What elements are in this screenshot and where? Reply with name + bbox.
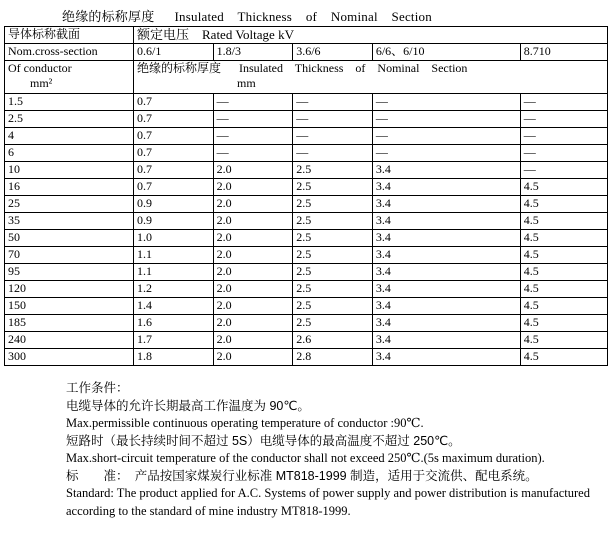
thickness-cell: 2.5 [293, 230, 373, 247]
thickness-cell: 0.7 [134, 128, 214, 145]
thickness-cell: — [372, 111, 520, 128]
table-row [5, 332, 608, 349]
thickness-cell: 1.2 [134, 281, 214, 298]
thickness-cell: 2.0 [213, 315, 293, 332]
thickness-cell: 0.7 [134, 179, 214, 196]
thickness-cell: 1.8 [134, 349, 214, 366]
thickness-cell: — [293, 94, 373, 111]
thickness-cell: 2.0 [213, 349, 293, 366]
insulation-thickness-table [4, 26, 608, 366]
thickness-cell: 0.9 [134, 196, 214, 213]
section-header-cn: 导体标称截面 [5, 27, 134, 44]
notes-heading: 工作条件： [66, 381, 129, 395]
thickness-cell: 3.4 [372, 332, 520, 349]
voltage-col-2: 1.8/3 [213, 44, 293, 61]
table-row [5, 281, 608, 298]
thickness-cell: 0.7 [134, 111, 214, 128]
thickness-cell: 0.7 [134, 162, 214, 179]
thickness-cell: 4.5 [520, 230, 607, 247]
section-cell: 25 [5, 196, 134, 213]
thickness-cell: 2.8 [293, 349, 373, 366]
thickness-cell: 3.4 [372, 162, 520, 179]
section-cell: 95 [5, 264, 134, 281]
thickness-cell: 3.4 [372, 196, 520, 213]
temp-note-en: Max.permissible continuous operating temperature of conductor :90℃. [66, 416, 424, 430]
thickness-cell: 3.4 [372, 298, 520, 315]
section-cell: 1.5 [5, 94, 134, 111]
section-cell: 185 [5, 315, 134, 332]
table-row [5, 179, 608, 196]
standard-note-cn: 标 准： 产品按国家煤炭行业标准 MT818-1999 制造，适用于交流供、配电系统。 [66, 468, 538, 483]
standard-note-en: Standard: The product applied for A.C. Systems of power supply and power distribution is manufactured according to the standard of mine industry MT818-1999. [66, 486, 590, 518]
thickness-cell: 4.5 [520, 213, 607, 230]
table-row [5, 247, 608, 264]
section-cell: 6 [5, 145, 134, 162]
section-cell: 4 [5, 128, 134, 145]
thickness-cell: 2.5 [293, 281, 373, 298]
thickness-cell: 2.0 [213, 179, 293, 196]
thickness-cell: 2.5 [293, 298, 373, 315]
thickness-cell: 1.0 [134, 230, 214, 247]
thickness-cell: 3.4 [372, 213, 520, 230]
short-circuit-note-en: Max.short-circuit temperature of the conductor shall not exceed 250℃.(5s maximum duration). [66, 451, 545, 465]
thickness-cell: 2.0 [213, 162, 293, 179]
working-conditions [66, 380, 606, 520]
table-row [5, 230, 608, 247]
thickness-cell: — [213, 128, 293, 145]
thickness-cell: 3.4 [372, 264, 520, 281]
section-cell: 70 [5, 247, 134, 264]
voltage-col-3: 3.6/6 [293, 44, 373, 61]
section-cell: 50 [5, 230, 134, 247]
thickness-cell: 2.5 [293, 264, 373, 281]
section-cell: 150 [5, 298, 134, 315]
thickness-cell: 2.5 [293, 196, 373, 213]
section-cell: 35 [5, 213, 134, 230]
header-row-voltage [5, 27, 608, 44]
thickness-cell: 3.4 [372, 179, 520, 196]
thickness-cell: 4.5 [520, 349, 607, 366]
thickness-cell: — [293, 111, 373, 128]
table-row [5, 315, 608, 332]
thickness-cell: — [520, 111, 607, 128]
short-circuit-note-cn: 短路时（最长持续时间不超过 5S）电缆导体的最高温度不超过 250℃。 [66, 433, 461, 448]
section-cell: 16 [5, 179, 134, 196]
page-title: 绝缘的标称厚度 Insulated Thickness of Nominal Section [62, 9, 432, 24]
thickness-cell: 2.5 [293, 179, 373, 196]
section-cell: 2.5 [5, 111, 134, 128]
thickness-cell: 4.5 [520, 179, 607, 196]
thickness-cell: 2.0 [213, 332, 293, 349]
thickness-cell: 2.0 [213, 230, 293, 247]
thickness-cell: 1.1 [134, 247, 214, 264]
thickness-cell: 3.4 [372, 281, 520, 298]
temp-note-cn: 电缆导体的允许长期最高工作温度为 90℃。 [66, 398, 310, 413]
thickness-header [134, 61, 608, 94]
thickness-cell: — [520, 128, 607, 145]
thickness-cell: 2.5 [293, 247, 373, 264]
header-row-thickness [5, 61, 608, 94]
header-row-voltages [5, 44, 608, 61]
conductor-header [5, 61, 134, 94]
table-row [5, 128, 608, 145]
table-row [5, 196, 608, 213]
thickness-cell: 0.7 [134, 145, 214, 162]
thickness-cell: — [372, 94, 520, 111]
thickness-cell: 2.5 [293, 162, 373, 179]
thickness-cell: 3.4 [372, 230, 520, 247]
thickness-cell: 3.4 [372, 349, 520, 366]
thickness-cell: 3.4 [372, 247, 520, 264]
voltage-col-5: 8.710 [520, 44, 607, 61]
thickness-cell: 0.7 [134, 94, 214, 111]
thickness-cell: 4.5 [520, 196, 607, 213]
thickness-cell: 4.5 [520, 264, 607, 281]
thickness-cell: 4.5 [520, 315, 607, 332]
thickness-cell: 1.6 [134, 315, 214, 332]
thickness-cell: — [372, 145, 520, 162]
table-row [5, 349, 608, 366]
thickness-cell: 2.0 [213, 298, 293, 315]
table-row [5, 162, 608, 179]
thickness-cell: — [293, 128, 373, 145]
section-header-en: Nom.cross-section [5, 44, 134, 61]
thickness-cell: 4.5 [520, 298, 607, 315]
thickness-cell: 2.5 [293, 213, 373, 230]
thickness-cell: 2.6 [293, 332, 373, 349]
thickness-cell: 2.0 [213, 264, 293, 281]
thickness-cell: 2.0 [213, 247, 293, 264]
section-cell: 10 [5, 162, 134, 179]
thickness-label: 绝缘的标称厚度 Insulated Thickness of Nominal Section [137, 61, 468, 75]
voltage-col-4: 6/6、6/10 [372, 44, 520, 61]
thickness-cell: 0.9 [134, 213, 214, 230]
section-cell: 300 [5, 349, 134, 366]
section-cell: 120 [5, 281, 134, 298]
rated-voltage-header: 额定电压 Rated Voltage kV [134, 27, 608, 44]
thickness-cell: 2.0 [213, 213, 293, 230]
thickness-cell: 2.5 [293, 315, 373, 332]
thickness-cell: 4.5 [520, 247, 607, 264]
table-row [5, 264, 608, 281]
thickness-cell: 2.0 [213, 281, 293, 298]
thickness-cell: — [213, 94, 293, 111]
table-row [5, 298, 608, 315]
thickness-cell: 4.5 [520, 281, 607, 298]
thickness-cell: 1.7 [134, 332, 214, 349]
thickness-cell: 3.4 [372, 315, 520, 332]
section-cell: 240 [5, 332, 134, 349]
conductor-label: Of conductor [8, 61, 72, 75]
table-row [5, 213, 608, 230]
thickness-cell: — [520, 94, 607, 111]
thickness-cell: 1.1 [134, 264, 214, 281]
table-row [5, 111, 608, 128]
table-row [5, 145, 608, 162]
thickness-cell: 1.4 [134, 298, 214, 315]
thickness-cell: — [213, 111, 293, 128]
thickness-cell: 2.0 [213, 196, 293, 213]
thickness-cell: — [520, 162, 607, 179]
table-row [5, 94, 608, 111]
unit-label: mm² [30, 76, 53, 90]
thickness-cell: — [293, 145, 373, 162]
thickness-cell: — [372, 128, 520, 145]
thickness-cell: — [520, 145, 607, 162]
thickness-cell: — [213, 145, 293, 162]
voltage-col-1: 0.6/1 [134, 44, 214, 61]
thickness-unit: mm [237, 76, 256, 90]
thickness-cell: 4.5 [520, 332, 607, 349]
